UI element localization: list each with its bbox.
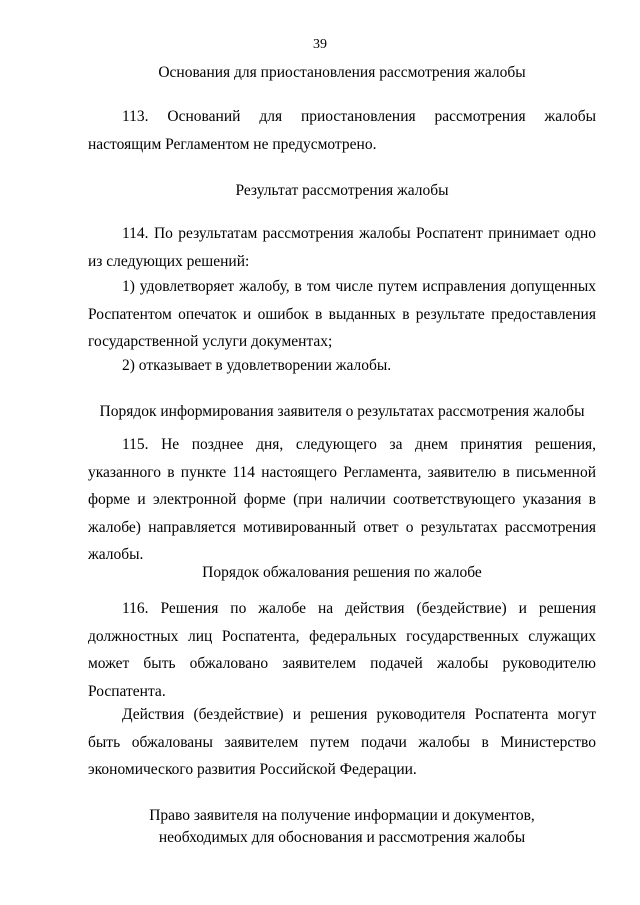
paragraph-114-item-2: 2) отказывает в удовлетворении жалобы. (122, 357, 392, 374)
heading-line-1: Право заявителя на получение информации и документов, (149, 807, 535, 824)
section-heading-result: Результат рассмотрения жалобы (235, 182, 449, 199)
section-heading-info-rights (88, 805, 596, 849)
section-heading-appeal: Порядок обжалования решения по жалобе (202, 564, 482, 581)
paragraph-115: 115. Не позднее дня, следующего за днем принятия решения, указанного в пункте 114 настоящего Регламента, заявителю в письменной форме и электронной форме (при наличии соответствующего указания в жалобе) направляется мотивированный ответ о результатах рассмотрения жалобы. (88, 436, 596, 563)
paragraph-116: 116. Решения по жалобе на действия (бездействие) и решения должностных лиц Роспатента, федеральных государственных служащих может быть обжаловано заявителем подачей жалобы руководителю Роспатента. (88, 600, 596, 700)
paragraph-116-continued: Действия (бездействие) и решения руководителя Роспатента могут быть обжалованы заявителем путем подачи жалобы в Министерство экономического развития Российской Федерации. (88, 706, 596, 778)
section-heading-informing: Порядок информирования заявителя о результатах рассмотрения жалобы (99, 403, 585, 420)
paragraph-114-item-1: 1) удовлетворяет жалобу, в том числе путем исправления допущенных Роспатентом опечаток и ошибок в выданных в результате предоставления государственной услуги документах; (88, 278, 596, 350)
heading-line-2: необходимых для обоснования и рассмотрения жалобы (158, 829, 526, 846)
page-number: 39 (313, 37, 327, 52)
section-heading-suspension: Основания для приостановления рассмотрения жалобы (158, 64, 526, 81)
paragraph-113: 113. Оснований для приостановления рассмотрения жалобы настоящим Регламентом не предусмотрено. (88, 108, 596, 153)
paragraph-114: 114. По результатам рассмотрения жалобы Роспатент принимает одно из следующих решений: (88, 225, 596, 270)
